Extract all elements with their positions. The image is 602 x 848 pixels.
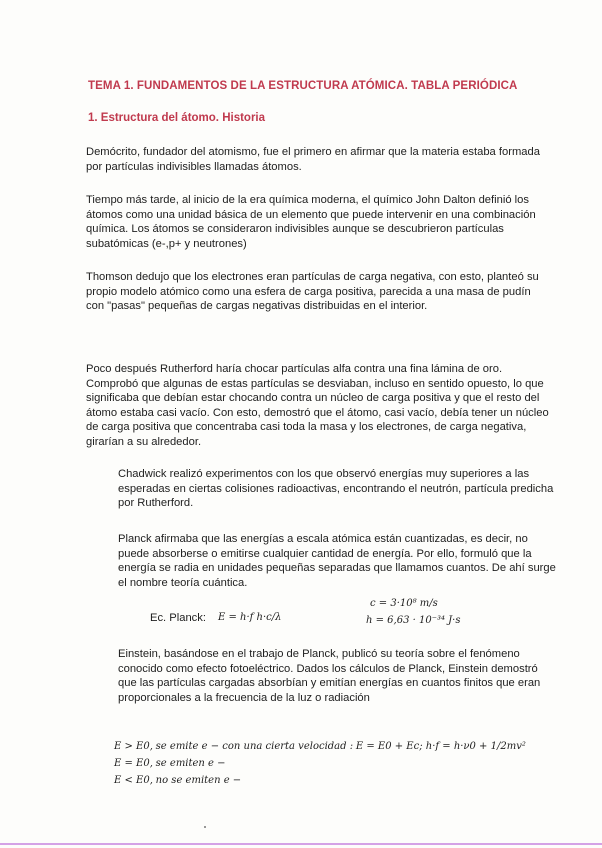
paragraph-planck: Planck afirmaba que las energías a escala atómica están cuantizadas, es decir, no puede absorberse o emitirse cualquier cantidad de energía. Por ello, formuló que la energía se radia en unidades pequeñas separadas que llamamos cuantos. De ahí surge el nombre teoría cuántica.: [118, 533, 556, 589]
speed-of-light-constant: c = 3·10⁸ m/s: [370, 598, 438, 609]
case-condition: E = E0,: [114, 758, 153, 769]
case-text: se emite e − con una cierta velocidad :: [155, 741, 354, 752]
case-text: se emiten e −: [155, 758, 226, 769]
page-bottom-rule: [0, 843, 602, 845]
case-row: [114, 738, 574, 755]
planck-constant: h = 6,63 · 10⁻³⁴ J·s: [366, 615, 461, 626]
case-equation: E = E0 + Ec; h·f = h·ν0 + 1/2mv²: [355, 741, 526, 752]
paragraph-dalton: Tiempo más tarde, al inicio de la era química moderna, el químico John Dalton definió los átomos como una unidad básica de un elemento que puede intervenir en una combinación química. Los átomos se consideraron indivisibles aunque se descubrieron partículas subatómicas (e-,p+ y neutrones): [86, 194, 536, 250]
case-row: [114, 755, 574, 772]
case-text: no se emiten e −: [155, 775, 242, 786]
planck-equation-label: Ec. Planck:: [150, 612, 206, 624]
paragraph-thomson: Thomson dedujo que los electrones eran partículas de carga negativa, con esto, planteó su propio modelo atómico como una esfera de carga positiva, parecida a una masa de pudín con "pasas" pequeñas de cargas negativas distribuidas en el interior.: [86, 271, 539, 313]
case-condition: E < E0,: [114, 775, 153, 786]
planck-equation-formula: E = h·f h·c/λ: [218, 612, 282, 623]
case-row: [114, 772, 574, 789]
paragraph-einstein: Einstein, basándose en el trabajo de Planck, publicó su teoría sobre el fenómeno conocido como efecto fotoeléctrico. Dados los cálculos de Planck, Einstein demostró que las partículas cargadas absorbían y emitían energías en cuantos finitos que eran proporcionales a la frecuencia de la luz o radiación: [118, 648, 541, 704]
photoelectric-cases: [114, 738, 574, 789]
case-condition: E > E0,: [114, 741, 153, 752]
document-title: TEMA 1. FUNDAMENTOS DE LA ESTRUCTURA ATÓMICA. TABLA PERIÓDICA: [88, 80, 518, 92]
paragraph-chadwick: Chadwick realizó experimentos con los que observó energías muy superiores a las esperadas en ciertas colisiones radioactivas, encontrando el neutrón, partícula predicha por Rutherford.: [118, 468, 554, 510]
paragraph-rutherford: Poco después Rutherford haría chocar partículas alfa contra una fina lámina de oro. Comprobó que algunas de estas partículas se desviaban, incluso en sentido opuesto, lo que significaba que debían estar chocando contra un núcleo de carga positiva y que el resto del átomo estaba casi vacío. Con esto, demostró que el átomo, casi vacío, debía tener un núcleo de carga positiva que concentraba casi toda la masa y los electrones, de carga negativa, girarían a su alrededor.: [86, 363, 549, 448]
scan-speck: [204, 826, 206, 828]
paragraph-democrito: Demócrito, fundador del atomismo, fue el primero en afirmar que la materia estaba formada por partículas indivisibles llamadas átomos.: [86, 146, 540, 173]
section-heading: 1. Estructura del átomo. Historia: [88, 112, 266, 124]
